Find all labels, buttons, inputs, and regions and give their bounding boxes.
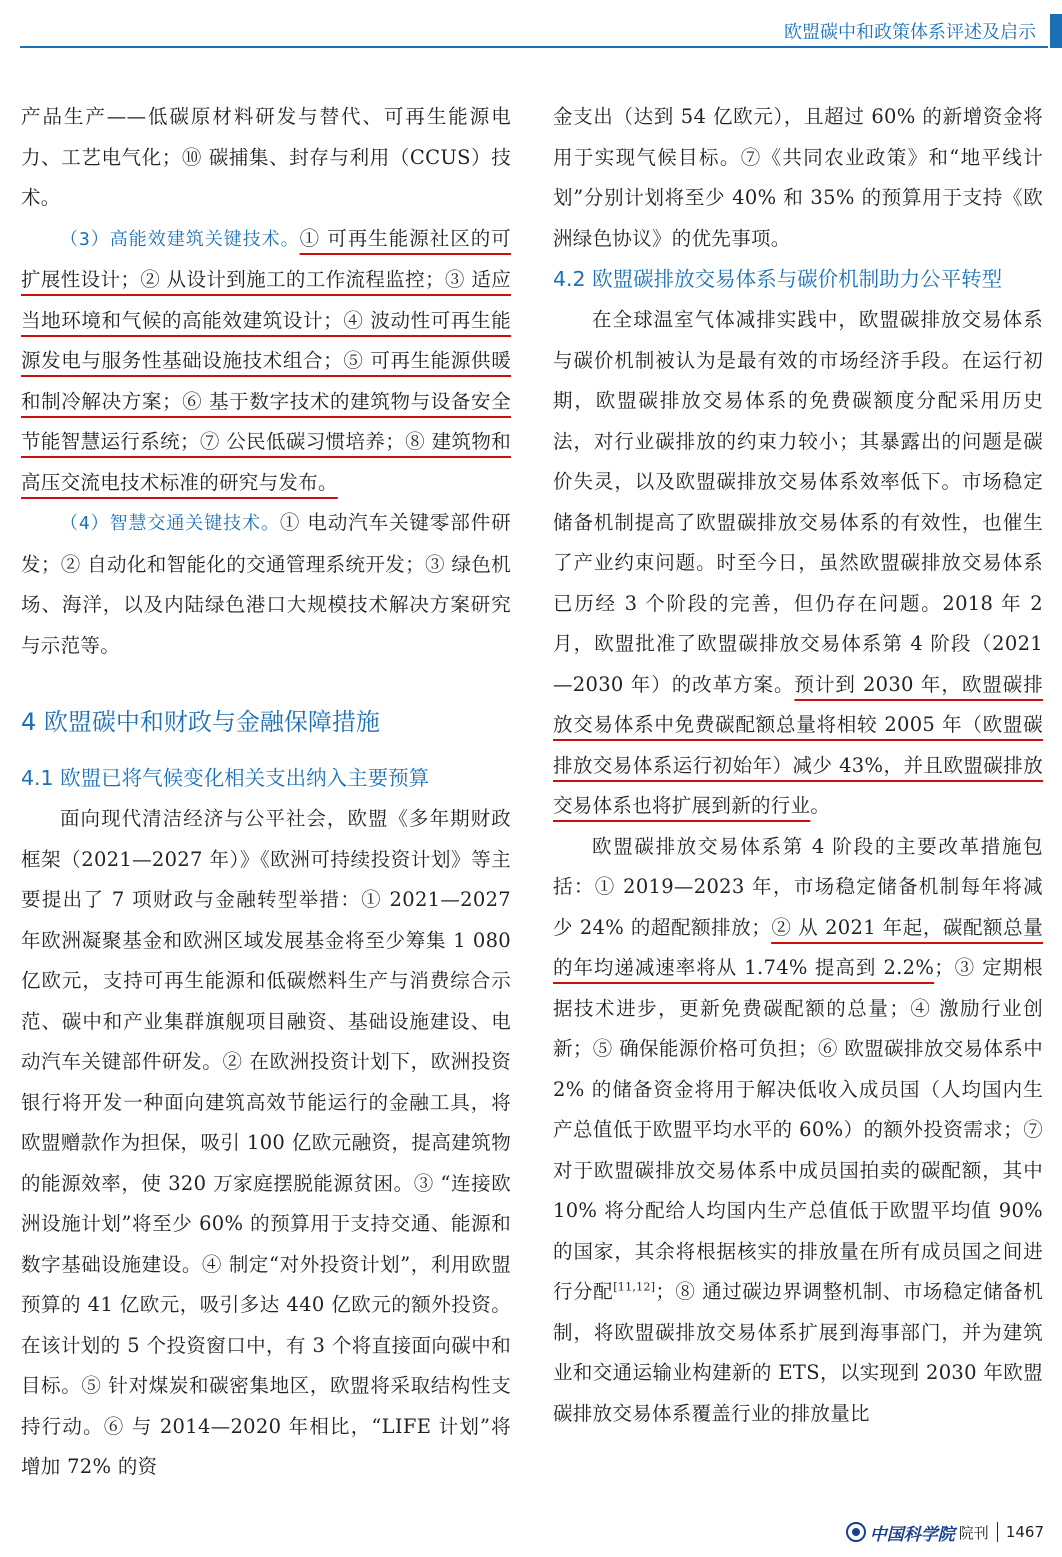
page-number: 1467 (1005, 1523, 1044, 1541)
paragraph-text: 面向现代清洁经济与公平社会，欧盟《多年期财政框架（2021—2027 年）》《欧洲可持续投资计划》等主要提出了 7 项财政与金融转型举措：① 2021—2027 年欧洲凝聚基金和欧洲区域发展基金将至少筹集 1 080 亿欧元，支持可再生能源和低碳燃料生产与消费综合示范、碳中和产业集群旗舰项目融资、基础设施建设、电动汽车关键部件研发。② 在欧洲投资计划下，欧洲投资银行将开发一种面向建筑高效节能运行的金融工具，将欧盟赠款作为担保，吸引 100 亿欧元融资，提高建筑物的能源效率，使 320 万家庭摆脱能源贫困。③ “连接欧洲设施计划”将至少 60% 的预算用于支持交通、能源和数字基础设施建设。④ 制定“对外投资计划”，利用欧盟预算的 41 亿欧元，吸引多达 440 亿欧元的额外投资。在该计划的 5 个投资窗口中，有 3 个将直接面向碳中和目标。⑤ 针对煤炭和碳密集地区，欧盟将采取结构性支持行动。⑥ 与 2014—2020 年相比，“LIFE 计划”将增加 72% 的资 (21, 807, 511, 1478)
list-label: （4）智慧交通关键技术。 (60, 513, 280, 534)
underlined-text: ① 可再生能源社区的可扩展性设计；② 从设计到施工的工作流程监控；③ 适应当地环境和气候的高能效建筑设计；④ 波动性可再生能源发电与服务性基础设施技术组合；⑤ 可再生能源供暖和制冷解决方案；⑥ 基于数字技术的建筑物与设备安全节能智慧运行系统；⑦ 公民低碳习惯培养；⑧ 建筑物和高压交流电技术标准的研究与发布。 (21, 226, 511, 494)
paragraph-text: 。 (810, 794, 831, 817)
paragraph-text: 金支出（达到 54 亿欧元），且超过 60% 的新增资金将用于实现气候目标。⑦《共同农业政策》和“地平线计划”分别计划将至少 40% 和 35% 的预算用于支持《欧洲绿色协议》的优先事项。 (553, 105, 1043, 250)
page-footer (846, 1517, 1044, 1547)
section-heading: 4 欧盟碳中和财政与金融保障措施 (21, 708, 380, 736)
paragraph (553, 827, 1043, 1435)
paragraph-text: ；③ 定期根据技术进步，更新免费碳配额的总量；④ 激励行业创新；⑤ 确保能源价格可负担；⑥ 欧盟碳排放交易体系中 2% 的储备资金将用于解决低收入成员国（人均国内生产总值低于欧盟平均水平的 60%）的额外投资需求；⑦ 对于欧盟碳排放交易体系中成员国拍卖的碳配额，其中 10% 将分配给人均国内生产总值低于欧盟平均值 90% 的国家，其余将根据核实的排放量在所有成员国之间进行分配 (553, 956, 1043, 1303)
cas-emblem-icon (846, 1522, 866, 1542)
paragraph (553, 97, 1043, 259)
left-column (21, 97, 511, 1488)
list-label: （3）高能效建筑关键技术。 (60, 228, 300, 250)
paragraph-text: 在全球温室气体减排实践中，欧盟碳排放交易体系与碳价机制被认为是最有效的市场经济手段。在运行初期，欧盟碳排放交易体系的免费碳额度分配采用历史法，对行业碳排放的约束力较小；其暴露出的问题是碳价失灵，以及欧盟碳排放交易体系效率低下。市场稳定储备机制提高了欧盟碳排放交易体系的有效性，也催生了产业约束问题。时至今日，虽然欧盟碳排放交易体系已历经 3 个阶段的完善，但仍存在问题。2018 年 2 月，欧盟批准了欧盟碳排放交易体系第 4 阶段（2021—2030 年）的改革方案。 (553, 308, 1043, 696)
paragraph (21, 97, 511, 219)
paragraph-text: ；⑧ 通过碳边界调整机制、市场稳定储备机制，将欧盟碳排放交易体系扩展到海事部门，并为建筑业和交通运输业构建新的 ETS，以实现到 2030 年欧盟碳排放交易体系覆盖行业的排放量比 (553, 1280, 1043, 1425)
paragraph-text: 产品生产——低碳原材料研发与替代、可再生能源电力、工艺电气化；⑩ 碳捕集、封存与利用（CCUS）技术。 (21, 105, 511, 209)
underlined-text: 预计到 2030 年，欧盟碳排放交易体系中免费碳配额总量将相较 2005 年（欧盟碳排放交易体系运行初始年）减少 43%，并且欧盟碳排放交易体系也将扩展到新的行业 (553, 672, 1043, 817)
journal-logo: 中国科学院 (869, 1524, 955, 1545)
paragraph (21, 503, 511, 666)
header-rule (20, 46, 1048, 48)
journal-suffix: 院刊 (958, 1523, 989, 1542)
subsection-heading: 4.1 欧盟已将气候变化相关支出纳入主要预算 (21, 766, 430, 790)
paragraph (21, 799, 511, 1488)
paragraph-text: ① 电动汽车关键零部件研发；② 自动化和智能化的交通管理系统开发；③ 绿色机场、海洋，以及内陆绿色港口大规模技术解决方案研究与示范等。 (21, 511, 511, 657)
subsection-heading: 4.2 欧盟碳排放交易体系与碳价机制助力公平转型 (553, 267, 1003, 291)
right-column (553, 97, 1043, 1434)
paragraph (553, 300, 1043, 827)
citation-ref[interactable]: [11,12] (613, 1280, 656, 1294)
paragraph-text: 欧盟碳排放交易体系第 4 阶段的主要改革措施包括：① 2019—2023 年，市场稳定储备机制每年将减少 24% 的超配额排放； (553, 834, 1043, 939)
paragraph (21, 219, 511, 504)
footer-divider (997, 1522, 998, 1542)
underlined-text: ② 从 2021 年起，碳配额总量的年均递减速率将从 1.74% 提高到 2.2% (553, 915, 1043, 979)
header-color-block (1050, 14, 1062, 48)
running-title: 欧盟碳中和政策体系评述及启示 (784, 22, 1036, 43)
